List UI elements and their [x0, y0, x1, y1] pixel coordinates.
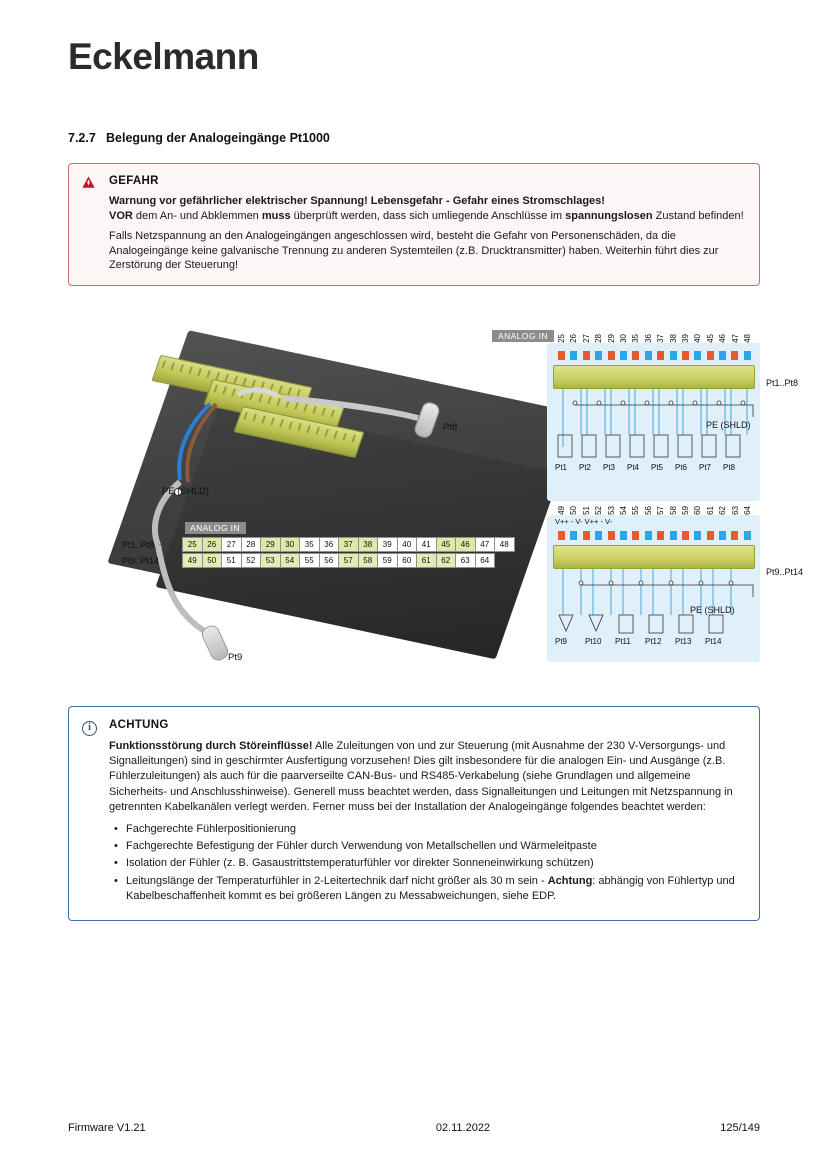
- section-title: Belegung der Analogeingänge Pt1000: [106, 131, 330, 145]
- terminal-number: 46: [718, 334, 728, 343]
- terminal-number: 49: [557, 506, 566, 515]
- danger-text: [109, 194, 745, 273]
- terminal-cell: 28: [241, 537, 262, 552]
- terminal-number: 53: [606, 506, 616, 515]
- sensor-label: Pt13: [675, 637, 692, 646]
- row-label-pt1-pt8: Pt1..Pt8: [122, 539, 155, 550]
- terminal-cell: 57: [338, 553, 359, 568]
- pe-shld-label-photo: PE (SHLD): [162, 486, 209, 497]
- terminal-number: 61: [705, 506, 715, 515]
- terminal-number: 27: [581, 334, 591, 343]
- terminal-cell: 39: [377, 537, 398, 552]
- terminal-cell: 63: [455, 553, 476, 568]
- sensor-label: Pt1: [555, 463, 568, 472]
- sensor-label: Pt9: [555, 637, 568, 646]
- terminal-cell: 51: [221, 553, 242, 568]
- terminal-number: 63: [730, 506, 740, 515]
- footer-page-number: 125/149: [720, 1122, 760, 1134]
- sensor-label: Pt6: [675, 463, 688, 472]
- terminal-number: 57: [656, 506, 666, 515]
- terminal-number: 62: [718, 506, 728, 515]
- row-cells-1: [182, 537, 514, 552]
- terminal-cell: 55: [299, 553, 320, 568]
- terminal-cell: 40: [397, 537, 418, 552]
- terminal-cell: 45: [436, 537, 457, 552]
- list-item: • Fachgerechte Befestigung der Fühler durch Verwendung von Metallschellen und Wärmeleitpaste: [126, 839, 745, 854]
- terminal-cell: 37: [338, 537, 359, 552]
- sensor-label: Pt12: [645, 637, 662, 646]
- analog-in-tag-schematic: ANALOG IN: [492, 330, 554, 342]
- terminal-cell: 29: [260, 537, 281, 552]
- terminal-number: 52: [594, 506, 604, 515]
- danger-vor: VOR: [109, 209, 133, 222]
- terminal-number: 51: [581, 506, 591, 515]
- terminal-cell: 50: [202, 553, 223, 568]
- terminal-cell: 35: [299, 537, 320, 552]
- notice-body-text: Alle Zuleitungen von und zur Steuerung (mit Ausnahme der 230 V-Versorgungs- und Signalleitungen) sind in geschirmter Ausfertigung vorzusehen! Dies gilt insbesondere für die analogen Ein- und Ausgänge (z.B. Fühlerzuleitungen) als auch für die paarverseilte CAN-Bus- und RS485-Verkabelung (siehe Grundlagen und allgemeine Sicherheits- und Anschlusshinweise). Generell muss beachtet werden, dass Signalleitungen und Leitungen mit Netzspannung in getrennten Kabelkanälen verlegt werden. Ferner muss bei der Installation der Analogeingänge folgendes beachtet werden:: [109, 740, 733, 813]
- list-item: • Fachgerechte Fühlerpositionierung: [126, 822, 745, 837]
- terminal-number: 30: [619, 334, 628, 343]
- schematic-panel-pt9-pt14: [547, 506, 760, 662]
- terminal-cell: 62: [436, 553, 457, 568]
- terminal-cell: 38: [358, 537, 379, 552]
- sensor-label: Pt2: [579, 463, 592, 472]
- terminal-number: 35: [631, 334, 641, 343]
- terminal-number: 48: [743, 334, 752, 343]
- terminal-number: 40: [693, 334, 703, 343]
- danger-l2b: dem An- und Abklemmen: [132, 209, 262, 222]
- terminal-cell: 60: [397, 553, 418, 568]
- danger-line-1: Warnung vor gefährlicher elektrischer Spannung! Lebensgefahr - Gefahr eines Stromschlages!: [109, 195, 605, 207]
- terminal-number: 26: [569, 334, 579, 343]
- info-icon: i: [82, 721, 97, 736]
- terminal-cell: 25: [182, 537, 203, 552]
- sensor-label: Pt5: [651, 463, 664, 472]
- bullet4-achtung: Achtung: [547, 874, 593, 887]
- terminal-cell: 58: [358, 553, 379, 568]
- terminal-number: 37: [656, 334, 666, 343]
- bullet4-a: Leitungslänge der Temperaturfühler in 2-Leitertechnik darf nicht größer als 30 m sein -: [126, 874, 548, 887]
- notice-lead: Funktionsstörung durch Störeinflüsse!: [109, 740, 313, 752]
- terminal-cell: 53: [260, 553, 281, 568]
- footer-date: 02.11.2022: [435, 1122, 491, 1134]
- terminal-number: 56: [643, 506, 653, 515]
- panel2-pe-label: PE (SHLD): [690, 605, 735, 615]
- sensor-pt8-label: Pt8: [443, 422, 458, 433]
- terminal-cell: 41: [416, 537, 437, 552]
- footer-firmware: Firmware V1.21: [68, 1122, 146, 1134]
- terminal-number: 60: [693, 506, 703, 515]
- terminal-cell: 52: [241, 553, 262, 568]
- section-number: 7.2.7: [68, 131, 96, 145]
- terminal-cell: 59: [377, 553, 398, 568]
- terminal-number: 25: [557, 334, 566, 343]
- terminal-cell: 46: [455, 537, 476, 552]
- terminal-cell: 56: [319, 553, 340, 568]
- terminal-number: 58: [668, 506, 678, 515]
- cable-illustration: [88, 340, 518, 670]
- notice-bullet-list: [109, 822, 745, 904]
- list-item: [126, 874, 745, 904]
- danger-l2f: Zustand befinden!: [652, 209, 744, 222]
- danger-line-2: [109, 209, 745, 224]
- terminal-cell: 36: [319, 537, 340, 552]
- terminal-number: 38: [668, 334, 678, 343]
- analog-in-tag-table: ANALOG IN: [185, 522, 246, 534]
- page-footer: [68, 1122, 760, 1134]
- notice-callout: [68, 706, 760, 921]
- sensor-label: Pt10: [585, 637, 602, 646]
- terminal-cell: 48: [494, 537, 515, 552]
- notice-text: [109, 739, 745, 904]
- terminal-number: 54: [619, 506, 628, 515]
- row-label-pt9-pt14: Pt9..Pt14: [122, 555, 160, 566]
- sensor-label: Pt8: [723, 463, 736, 472]
- danger-triangle-icon: [82, 176, 95, 189]
- list-item: • Isolation der Fühler (z. B. Gasaustrittstemperaturfühler vor direkter Sonneneinwirkung schützen): [126, 856, 745, 871]
- page-title: [68, 131, 330, 145]
- bullet4-c: : abhängig von Fühlertyp und Kabelbeschaffenheit kommt es bei größeren Längen zu Messabweichungen, siehe EDP.: [126, 874, 735, 902]
- danger-muss: muss: [261, 209, 291, 222]
- terminal-number: 45: [705, 334, 715, 343]
- sensor-label: Pt4: [627, 463, 640, 472]
- wiring-figure: [60, 330, 804, 690]
- terminal-number: 29: [606, 334, 616, 343]
- row-cells-2: [182, 553, 494, 568]
- controller-photo: [88, 340, 518, 670]
- terminal-cell: 64: [475, 553, 496, 568]
- terminal-cell: 30: [280, 537, 301, 552]
- terminal-number: 47: [730, 334, 740, 343]
- notice-title: ACHTUNG: [109, 719, 169, 731]
- danger-paragraph-2: Falls Netzspannung an den Analogeingängen angeschlossen wird, besteht die Gefahr von Personenschäden, da die Analogeingänge keine galvanische Trennung zu anderen Systemteilen (z.B. Drucktransmitter) haben. Weiterhin führt dies zur Zerstörung der Steuerung!: [109, 230, 719, 272]
- terminal-cell: 47: [475, 537, 496, 552]
- terminal-number: 59: [681, 506, 690, 515]
- sensor-label: Pt11: [615, 637, 631, 646]
- terminal-number: 55: [631, 506, 641, 515]
- panel1-group-label: Pt1..Pt8: [766, 378, 799, 388]
- table-row: [122, 537, 514, 552]
- sensor-label: Pt14: [705, 637, 722, 646]
- sensor-label: Pt3: [603, 463, 616, 472]
- brand-logo: Eckelmann: [68, 36, 259, 77]
- terminal-cell: 27: [221, 537, 242, 552]
- terminal-number: 50: [569, 506, 579, 515]
- terminal-number: 39: [681, 334, 690, 343]
- danger-title: GEFAHR: [109, 175, 159, 187]
- danger-l2d: überprüft werden, dass sich umliegende Anschlüsse im: [290, 209, 566, 222]
- terminal-cell: 61: [416, 553, 437, 568]
- terminal-cell: 54: [280, 553, 301, 568]
- terminal-number: 36: [643, 334, 653, 343]
- table-row: [122, 553, 514, 568]
- sensor-pt9-label: Pt9: [228, 652, 243, 663]
- terminal-table: [122, 518, 514, 568]
- terminal-cell: 49: [182, 553, 203, 568]
- danger-callout: [68, 163, 760, 286]
- panel1-pe-label: PE (SHLD): [706, 420, 751, 430]
- panel2-supply-labels: V++ - V- V++ - V-: [555, 517, 613, 526]
- danger-spannungslosen: spannungslosen: [565, 209, 653, 222]
- terminal-number: 28: [594, 334, 604, 343]
- terminal-cell: 26: [202, 537, 223, 552]
- sensor-label: Pt7: [699, 463, 712, 472]
- terminal-number: 64: [743, 506, 752, 515]
- panel2-group-label: Pt9..Pt14: [766, 567, 804, 577]
